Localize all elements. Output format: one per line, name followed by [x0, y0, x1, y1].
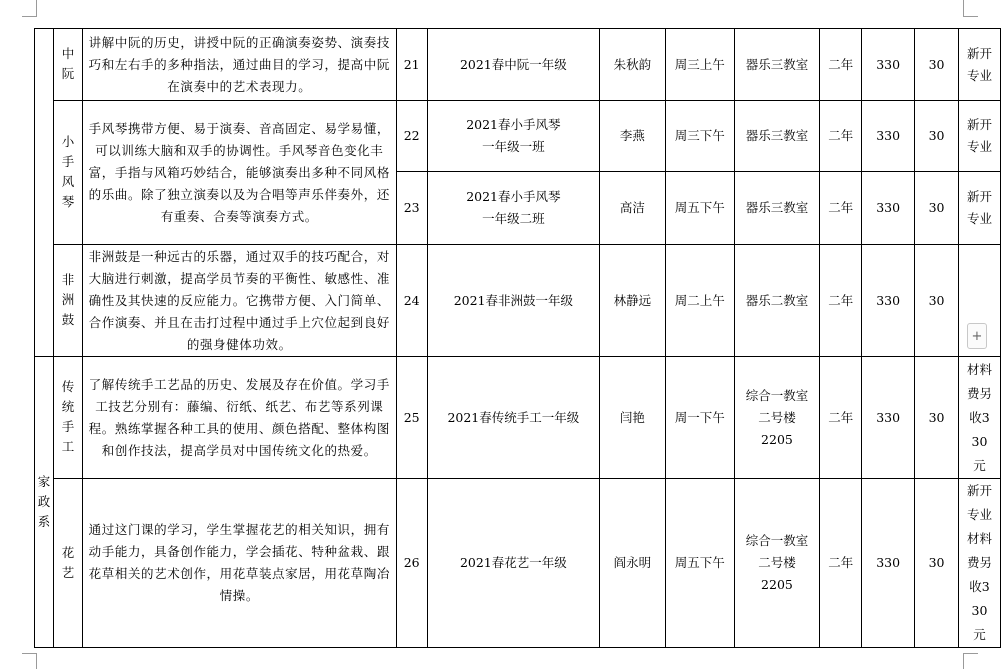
class-time: 周五下午 — [665, 172, 734, 245]
course-name-cell — [53, 357, 82, 479]
course-description: 了解传统手工艺品的历史、发展及存在价值。学习手工技艺分别有：藤编、衍纸、纸艺、布艺等系列课程。熟练掌握各种工具的使用、颜色搭配、整体构图和创作技法，提高学员对中国传统文化的热爱。 — [82, 357, 396, 479]
classroom-line: 器乐二教室 — [745, 292, 809, 308]
course-name-cell — [53, 479, 82, 648]
note-line: 专业 — [966, 139, 992, 154]
class-name-cell — [427, 357, 599, 479]
class-time: 周五下午 — [665, 479, 734, 648]
class-name-line: 2021春小手风琴 — [466, 117, 561, 132]
class-time: 周二上午 — [665, 245, 734, 357]
class-name-cell — [427, 172, 599, 245]
class-name-line: 一年级一班 — [482, 139, 545, 154]
course-number: 22 — [396, 101, 427, 172]
classroom-line: 综合一教室 — [745, 387, 809, 403]
note-line: 新开 — [966, 45, 992, 61]
course-number: 24 — [396, 245, 427, 357]
table-row — [35, 101, 1001, 172]
course-fee: 330 — [862, 479, 915, 648]
class-name-cell — [427, 479, 599, 648]
course-duration: 二年 — [820, 357, 862, 479]
classroom-line: 二号楼 — [758, 409, 796, 425]
course-number: 21 — [396, 29, 427, 101]
course-name-cell — [53, 245, 82, 357]
classroom-line: 综合一教室 — [745, 533, 809, 548]
course-fee: 330 — [862, 357, 915, 479]
note-line: 新开 — [966, 189, 992, 204]
class-capacity: 30 — [915, 101, 959, 172]
crop-mark-top-right-v — [963, 0, 964, 16]
class-name-cell — [427, 245, 599, 357]
note-cell — [958, 29, 1000, 101]
crop-mark-bottom-right-h — [963, 653, 978, 654]
crop-mark-top-left-h — [22, 16, 37, 17]
course-name: 传统手工 — [61, 379, 75, 454]
class-capacity: 30 — [915, 479, 959, 648]
teacher-name: 阎永明 — [600, 479, 666, 648]
classroom-cell — [734, 245, 820, 357]
classroom-line: 2205 — [761, 431, 793, 447]
course-fee: 330 — [862, 29, 915, 101]
course-fee: 330 — [862, 245, 915, 357]
course-name-cell — [53, 29, 82, 101]
note-line: 新开 — [966, 117, 992, 132]
table-expand-button[interactable]: + — [967, 323, 987, 349]
classroom-line: 器乐三教室 — [745, 200, 809, 215]
course-name: 中阮 — [61, 46, 75, 81]
table-row — [35, 245, 1001, 357]
class-name-line: 2021春小手风琴 — [466, 189, 561, 204]
course-duration: 二年 — [820, 101, 862, 172]
crop-mark-bottom-right-v — [963, 653, 964, 669]
course-duration: 二年 — [820, 479, 862, 648]
classroom-line: 器乐三教室 — [745, 56, 809, 72]
course-name: 非洲鼓 — [61, 272, 75, 327]
course-fee: 330 — [862, 101, 915, 172]
department-name: 家政系 — [37, 473, 51, 529]
class-capacity: 30 — [915, 245, 959, 357]
class-name-line: 一年级二班 — [482, 211, 545, 226]
crop-mark-top-right-h — [963, 16, 978, 17]
course-description: 讲解中阮的历史，讲授中阮的正确演奏姿势、演奏技巧和左右手的多种指法，通过曲目的学习，提高中阮在演奏中的艺术表现力。 — [82, 29, 396, 101]
course-description: 非洲鼓是一种远古的乐器，通过双手的技巧配合，对大脑进行刺激，提高学员节奏的平衡性、敏感性、准确性及其快速的反应能力。它携带方便、入门简单、合作演奏、并且在击打过程中通过手上穴位起到良好的强身健体功效。 — [82, 245, 396, 357]
table-row — [35, 479, 1001, 648]
table-row — [35, 29, 1001, 101]
class-name-cell — [427, 29, 599, 101]
course-duration: 二年 — [820, 245, 862, 357]
crop-mark-top-left-v — [36, 0, 37, 16]
class-time: 周三下午 — [665, 101, 734, 172]
note-cell — [958, 357, 1000, 479]
course-duration: 二年 — [820, 172, 862, 245]
course-number: 23 — [396, 172, 427, 245]
teacher-name: 林静远 — [600, 245, 666, 357]
department-cell-music — [35, 29, 54, 357]
class-capacity: 30 — [915, 172, 959, 245]
class-name-line: 2021春非洲鼓一年级 — [453, 292, 573, 308]
classroom-cell — [734, 101, 820, 172]
course-description: 手风琴携带方便、易于演奏、音高固定、易学易懂，可以训练大脑和双手的协调性。手风琴音色变化丰富，手指与风箱巧妙结合，能够演奏出多种不同风格的乐曲。除了独立演奏以及为合唱等声乐伴奏外，还有重奏、合奏等演奏方式。 — [82, 101, 396, 245]
class-name-cell — [427, 101, 599, 172]
note-text: 材料费另收330元 — [966, 361, 992, 473]
table-row — [35, 357, 1001, 479]
note-cell — [958, 172, 1000, 245]
note-line: 专业 — [966, 67, 992, 83]
class-name-line: 2021春花艺一年级 — [459, 555, 567, 570]
course-fee: 330 — [862, 172, 915, 245]
note-line: 专业 — [966, 211, 992, 226]
classroom-cell — [734, 479, 820, 648]
teacher-name: 高洁 — [600, 172, 666, 245]
classroom-cell — [734, 29, 820, 101]
course-name-cell — [53, 101, 82, 245]
classroom-line: 二号楼 — [758, 555, 796, 570]
teacher-name: 闫艳 — [600, 357, 666, 479]
course-number: 25 — [396, 357, 427, 479]
course-table — [34, 28, 1001, 648]
course-number: 26 — [396, 479, 427, 648]
note-cell — [958, 101, 1000, 172]
classroom-line: 2205 — [761, 577, 793, 592]
note-text: 新开专业材料费另收330元 — [966, 483, 992, 642]
classroom-line: 器乐三教室 — [745, 128, 809, 143]
course-description: 通过这门课的学习，学生掌握花艺的相关知识，拥有动手能力，具备创作能力，学会插花、特种盆栽、跟花草相关的艺术创作，用花草装点家居，用花草陶冶情操。 — [82, 479, 396, 648]
crop-mark-bottom-left-v — [36, 653, 37, 669]
teacher-name: 朱秋韵 — [600, 29, 666, 101]
course-name: 小手风琴 — [61, 134, 75, 209]
classroom-cell — [734, 357, 820, 479]
crop-mark-bottom-left-h — [22, 653, 37, 654]
note-cell — [958, 245, 1000, 357]
class-capacity: 30 — [915, 29, 959, 101]
classroom-cell — [734, 172, 820, 245]
course-duration: 二年 — [820, 29, 862, 101]
class-time: 周三上午 — [665, 29, 734, 101]
class-time: 周一下午 — [665, 357, 734, 479]
course-name: 花艺 — [61, 544, 75, 580]
teacher-name: 李燕 — [600, 101, 666, 172]
class-capacity: 30 — [915, 357, 959, 479]
class-name-line: 2021春中阮一年级 — [459, 56, 567, 72]
department-cell — [35, 357, 54, 648]
class-name-line: 2021春传统手工一年级 — [447, 409, 580, 425]
note-cell — [958, 479, 1000, 648]
